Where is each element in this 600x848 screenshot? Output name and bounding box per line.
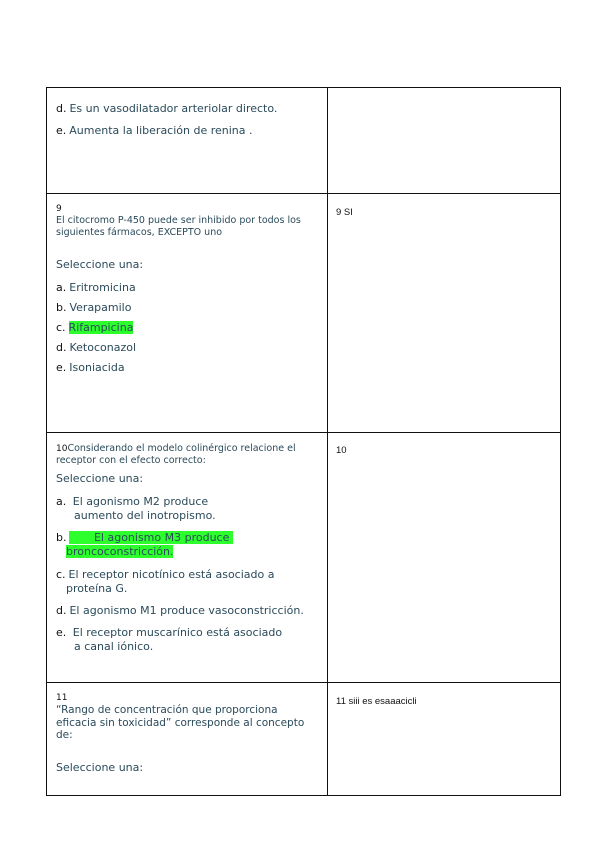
question-stem: “Rango de concentración que proporciona eficacia sin toxicidad” corresponde al concepto de: [56,704,305,741]
option-letter: e. [56,361,67,374]
question-number: 11 [56,693,68,703]
option-text: El agonismo M1 produce vasoconstricción. [69,603,304,617]
option-text-highlighted: Rifampicina [68,321,134,334]
option-letter: c. [56,321,66,334]
option-letter: e. [56,124,67,137]
table-row [47,433,561,683]
option-letter: a. [56,494,67,508]
option-text-highlighted: broncoconstricción. [66,544,174,558]
option-d[interactable] [56,604,318,618]
option-e[interactable] [56,626,318,654]
table-row [47,683,561,796]
question-cell [47,194,328,433]
question-cell [47,683,328,796]
select-label: Seleccione una: [56,258,144,271]
question-cell [47,433,328,683]
answer-text: 9 SI [336,207,353,218]
option-text: Ketoconazol [69,341,137,354]
option-text: Isoniacida [69,361,125,374]
option-letter: d. [56,603,67,617]
option-letter: a. [56,281,67,294]
answer-text [328,88,560,106]
question-cell [47,88,328,194]
option-text: Eritromicina [69,281,136,294]
option-letter: d. [56,341,67,354]
option-text: El receptor muscarínico está asociado [72,625,283,639]
question-number: 9 [56,204,62,214]
option-text: Aumenta la liberación de renina . [69,124,253,137]
option-e[interactable] [56,361,318,375]
answer-cell [328,683,561,796]
question-table [46,87,561,796]
option-text: Verapamilo [69,301,132,314]
option-letter: e. [56,625,67,639]
question-number: 10 [56,444,68,454]
option-b[interactable] [56,531,318,559]
option-d [56,102,318,116]
option-text-cont: aumento del inotropismo. [74,508,216,522]
option-text: Es un vasodilatador arteriolar directo. [69,102,278,115]
question-stem: Considerando el modelo colinérgico relacione el receptor con el efecto correcto: [56,443,296,466]
option-letter: b. [56,530,67,544]
option-a[interactable] [56,281,318,295]
option-text-highlighted: El agonismo M3 produce [93,530,230,544]
select-label: Seleccione una: [56,471,144,485]
answer-cell [328,194,561,433]
table-row [47,88,561,194]
option-letter: b. [56,301,67,314]
option-a[interactable] [56,495,318,523]
option-b[interactable] [56,301,318,315]
select-label: Seleccione una: [56,760,144,774]
question-stem: El citocromo P-450 puede ser inhibido por todos los siguientes fármacos, EXCEPTO uno [56,215,301,238]
option-e [56,124,318,138]
option-d[interactable] [56,341,318,355]
table-row [47,194,561,433]
option-text-cont: proteína G. [66,581,128,595]
option-text: El agonismo M2 produce [72,494,209,508]
answer-text: 10 [336,445,347,456]
option-text: El receptor nicotínico está asociado a [68,567,275,581]
option-letter: d. [56,102,67,115]
option-c[interactable] [56,568,318,596]
option-text-cont: a canal iónico. [74,639,154,653]
answer-text: 11 siii es esaaacicli [336,696,417,707]
option-letter: c. [56,567,66,581]
option-c[interactable] [56,321,318,335]
answer-cell [328,433,561,683]
answer-cell [328,88,561,194]
